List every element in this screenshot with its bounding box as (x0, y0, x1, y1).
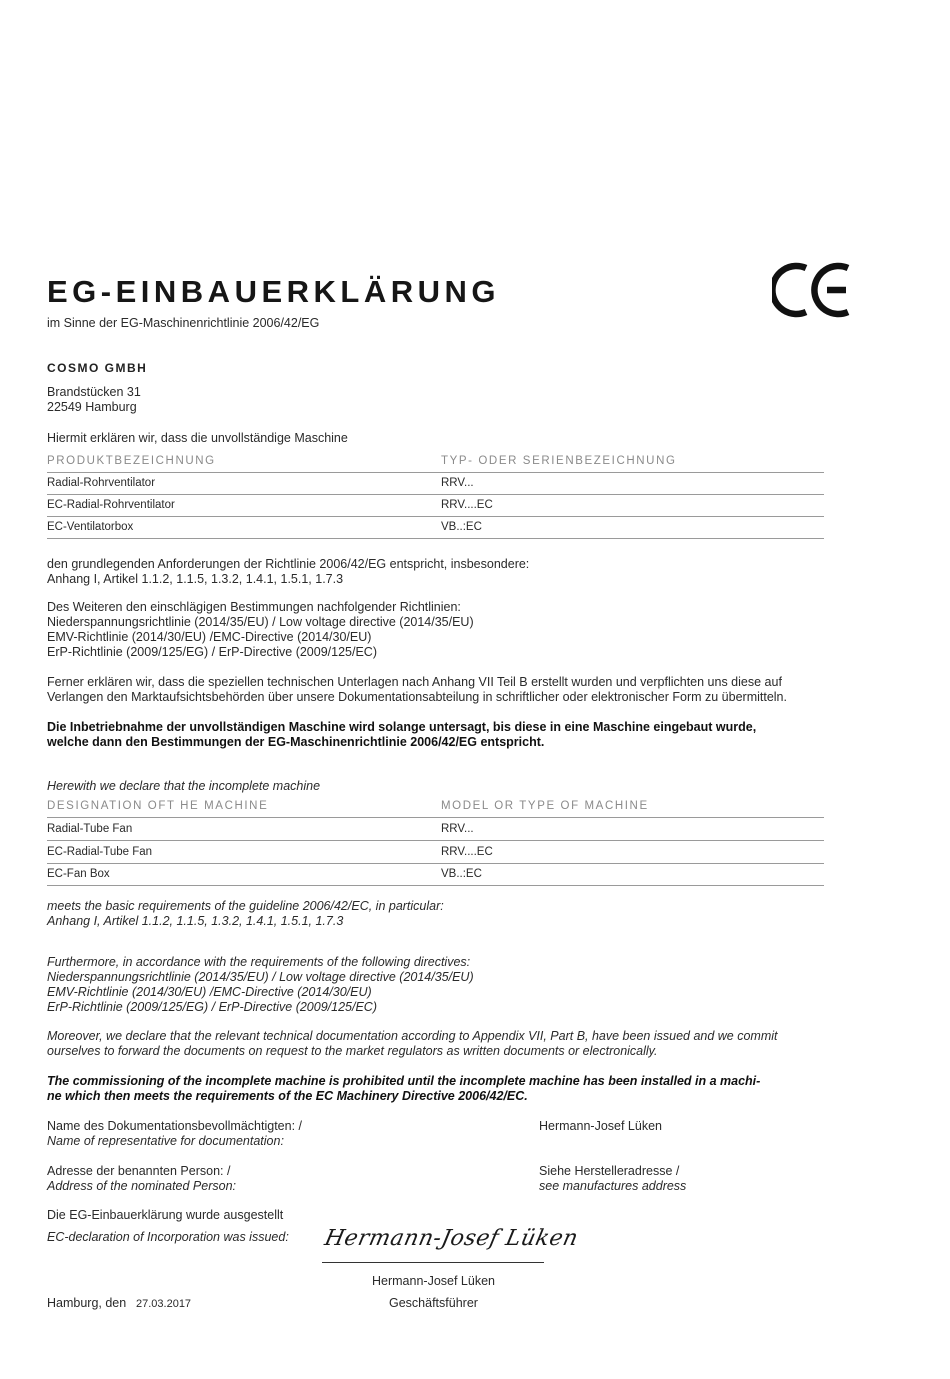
en-dir-line: ErP-Richtlinie (2009/125/EG) / ErP-Directive (2009/125/EC) (47, 1000, 377, 1014)
en-col-designation: DESIGNATION OFT HE MACHINE (47, 800, 269, 812)
en-doc-line: Moreover, we declare that the relevant technical documentation according to Appendix VII, Part B, have been issued and we commit (47, 1029, 778, 1043)
en-doc-line: ourselves to forward the documents on request to the market regulators as written documents or electronically. (47, 1044, 658, 1058)
en-intro: Herewith we declare that the incomplete machine (47, 779, 321, 793)
en-col-model: MODEL OR TYPE OF MACHINE (441, 800, 649, 812)
address-label (47, 1164, 236, 1194)
product-type: RRV... (441, 823, 474, 835)
de-req-line: Anhang I, Artikel 1.1.2, 1.1.5, 1.3.2, 1.4.1, 1.5.1, 1.7.3 (47, 572, 344, 586)
rep-label-en: Name of representative for documentation: (47, 1134, 284, 1148)
de-req-line: den grundlegenden Anforderungen der Richtlinie 2006/42/EG entspricht, insbesondere: (47, 557, 530, 571)
de-table-header (47, 455, 824, 473)
de-directives (47, 600, 474, 660)
product-type: RRV....EC (441, 846, 493, 858)
en-req-line: Anhang I, Artikel 1.1.2, 1.1.5, 1.3.2, 1.4.1, 1.5.1, 1.7.3 (47, 914, 344, 928)
addr-label-en: Address of the nominated Person: (47, 1179, 237, 1193)
issued-label-de: Die EG-Einbauerklärung wurde ausgestellt (47, 1208, 284, 1222)
de-documentation (47, 675, 787, 705)
representative-value: Hermann-Josef Lüken (539, 1119, 662, 1133)
table-row (47, 842, 824, 864)
product-type: VB..:EC (441, 868, 482, 880)
page-subtitle: im Sinne der EG-Maschinenrichtlinie 2006/42/EG (47, 316, 320, 330)
table-row (47, 864, 824, 886)
en-dir-line: EMV-Richtlinie (2014/30/EU) /EMC-Directive (2014/30/EU) (47, 985, 372, 999)
table-row (47, 495, 824, 517)
en-prohib-line: ne which then meets the requirements of the EC Machinery Directive 2006/42/EC. (47, 1089, 528, 1103)
address-value (539, 1164, 686, 1194)
issue-date: 27.03.2017 (136, 1298, 192, 1310)
company-street: Brandstücken 31 (47, 385, 141, 399)
en-table-header (47, 800, 824, 818)
company-city: 22549 Hamburg (47, 400, 137, 414)
de-doc-line: Verlangen den Marktaufsichtsbehörden über unsere Dokumentationsabteilung in schriftlicher oder elektronischer Form zu übermitteln. (47, 690, 787, 704)
product-name: EC-Fan Box (47, 868, 110, 880)
product-type: RRV... (441, 477, 474, 489)
addr-label-de: Adresse der benannten Person: / (47, 1164, 231, 1178)
product-name: Radial-Rohrventilator (47, 477, 156, 489)
de-prohib-line: Die Inbetriebnahme der unvollständigen Maschine wird solange untersagt, bis diese in eine Maschine eingebaut wurde, (47, 720, 757, 734)
representative-label (47, 1119, 302, 1149)
de-requirements (47, 557, 529, 587)
signature-line (322, 1262, 544, 1263)
en-dir-line: Furthermore, in accordance with the requirements of the following directives: (47, 955, 471, 969)
de-dir-line: Niederspannungsrichtlinie (2014/35/EU) / Low voltage directive (2014/35/EU) (47, 615, 474, 629)
en-requirements (47, 899, 444, 929)
signer-name: Hermann-Josef Lüken (372, 1274, 495, 1288)
en-prohib-line: The commissioning of the incomplete machine is prohibited until the incomplete machine has been installed in a machi- (47, 1074, 761, 1088)
en-documentation (47, 1029, 778, 1059)
page-title: EG-EINBAUERKLÄRUNG (47, 274, 500, 309)
addr-value-en: see manufactures address (539, 1179, 687, 1193)
product-name: EC-Radial-Rohrventilator (47, 499, 175, 511)
addr-value-de: Siehe Herstelleradresse / (539, 1164, 680, 1178)
product-name: EC-Ventilatorbox (47, 521, 134, 533)
de-prohibition (47, 720, 756, 750)
de-doc-line: Ferner erklären wir, dass die speziellen technischen Unterlagen nach Anhang VII Teil B erstellt wurden und verpflichten uns diese auf (47, 675, 782, 689)
table-row (47, 517, 824, 539)
de-col-type: TYP- ODER SERIENBEZEICHNUNG (441, 455, 677, 467)
de-intro: Hiermit erklären wir, dass die unvollständige Maschine (47, 431, 348, 445)
en-req-line: meets the basic requirements of the guideline 2006/42/EC, in particular: (47, 899, 444, 913)
company-name: COSMO GMBH (47, 361, 148, 375)
de-dir-line: Des Weiteren den einschlägigen Bestimmungen nachfolgender Richtlinien: (47, 600, 461, 614)
product-name: EC-Radial-Tube Fan (47, 846, 153, 858)
en-directives (47, 955, 474, 1015)
product-name: Radial-Tube Fan (47, 823, 133, 835)
signature: Hermann-Josef Lüken (322, 1226, 581, 1251)
rep-label-de: Name des Dokumentationsbevollmächtigten: / (47, 1119, 302, 1133)
place-label: Hamburg, den (47, 1296, 127, 1310)
de-col-product: PRODUKTBEZEICHNUNG (47, 455, 216, 467)
table-row (47, 819, 824, 841)
signer-role: Geschäftsführer (389, 1296, 478, 1310)
en-prohibition (47, 1074, 760, 1104)
de-dir-line: EMV-Richtlinie (2014/30/EU) /EMC-Directive (2014/30/EU) (47, 630, 372, 644)
en-dir-line: Niederspannungsrichtlinie (2014/35/EU) / Low voltage directive (2014/35/EU) (47, 970, 474, 984)
ce-mark-icon (772, 262, 852, 318)
product-type: RRV....EC (441, 499, 493, 511)
de-prohib-line: welche dann den Bestimmungen der EG-Maschinenrichtlinie 2006/42/EG entspricht. (47, 735, 545, 749)
product-type: VB..:EC (441, 521, 482, 533)
issued-label-en: EC-declaration of Incorporation was issued: (47, 1230, 289, 1244)
de-dir-line: ErP-Richtlinie (2009/125/EG) / ErP-Directive (2009/125/EC) (47, 645, 377, 659)
table-row (47, 473, 824, 495)
